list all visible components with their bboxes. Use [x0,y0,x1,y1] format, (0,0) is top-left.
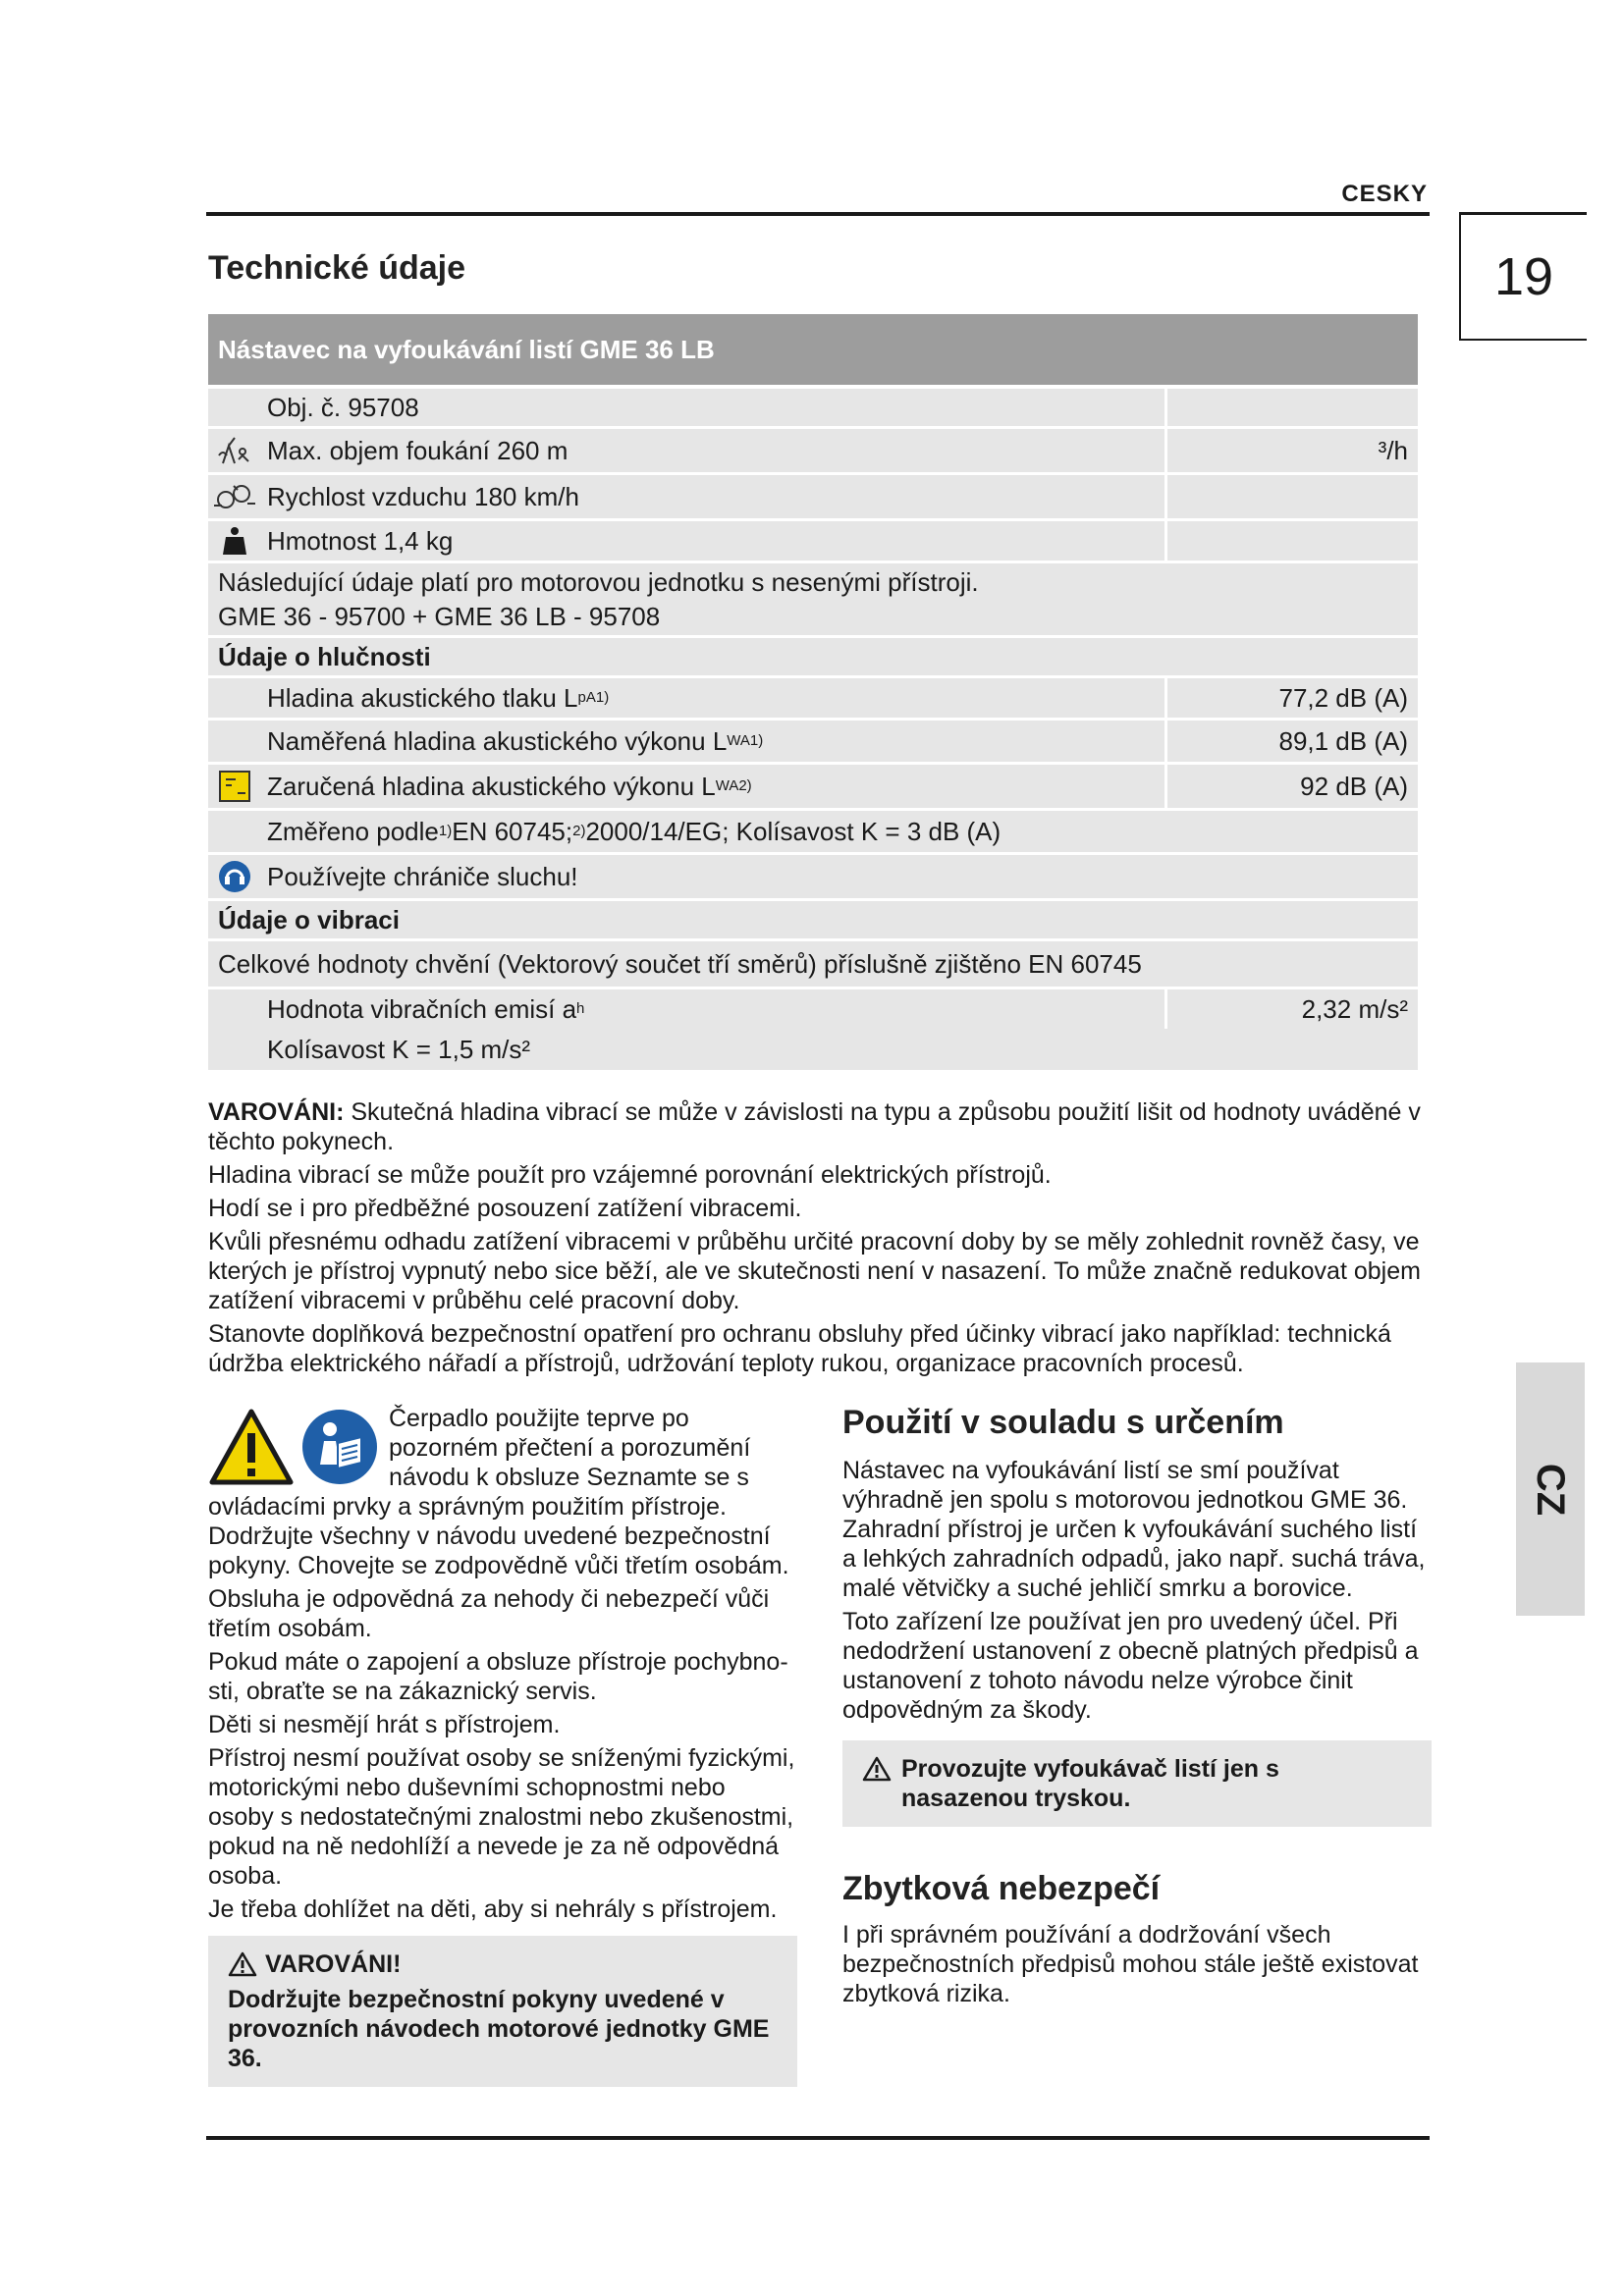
nozzle-note-text: Provozujte vyfoukávač listí jen s nasazenou tryskou. [901,1755,1279,1812]
table-row [208,989,1418,1029]
table-row [208,721,1418,762]
applies-note: Následující údaje platí pro motorovou jednotku s nesenými přístroji. [208,563,1418,601]
intended-use-title: Použití v souladu s určením [842,1404,1284,1441]
safety-column [208,1404,797,2087]
table-row [208,1029,1418,1070]
row-label: Zaručená hladina akustického výkonu L WA 2) [261,765,1167,808]
residual-risks-paragraph: I při správném používání a dodržování všech bezpečnostních předpisů mohou stále ještě existovat zbytková rizika. [842,1921,1419,2007]
hearing-protection-icon [208,855,261,898]
table-row [208,855,1418,898]
vibration-title: Údaje o vibraci [208,901,1418,938]
table-row [208,521,1418,561]
air-speed-icon [208,475,261,518]
blower-icon [208,429,261,472]
safety-paragraph: Děti si nesmějí hrát s přístrojem. [208,1711,561,1738]
residual-risks-title: Zbytková nebezpečí [842,1870,1161,1907]
hearing-protection-text: Používejte chrániče sluchu! [267,861,578,891]
vibration-k: Kolísavost K = 1,5 m/s² [267,1034,531,1064]
warning-paragraph: Hodí se i pro předběžné posouzení zatížení vibracemi. [208,1195,802,1222]
warning-icon [862,1756,892,1782]
warning-paragraph: Stanovte doplňková bezpečnostní opatření pro ochranu obsluhy před účinky vibrací jako například: technická údržba elektrického nářadí a přístrojů, udržování teploty rukou, organizace pracovních procesů. [208,1320,1391,1377]
row-label: Obj. č. 95708 [261,389,1167,426]
warning-box [208,1936,797,2087]
side-tab-label: CZ [1529,1463,1573,1516]
warning-paragraph: VAROVÁNI: Skutečná hladina vibrací se může v závislosti na typu a způsobu použití lišit od hodnoty uváděné v těchto pokynech. [208,1098,1421,1155]
top-rule [206,212,1430,216]
applies-models: GME 36 - 95700 + GME 36 LB - 95708 [208,598,1418,635]
table-row [208,429,1418,472]
read-manual-icon [300,1408,379,1486]
tech-title: Technické údaje [208,249,466,287]
table-row [208,475,1418,518]
warning-paragraph: Kvůli přesnému odhadu zatížení vibracemi v průběhu určité pracovní doby by se měly zohlednit rovněž časy, ve kterých je přístroj vypnutý nebo sice běží, ale ve skutečnosti není v nasazení. To může značně redukovat objem zatížení vibracemi v průběhu celé pracovní doby. [208,1228,1421,1314]
table-row [208,765,1418,808]
safety-paragraph: Pokud máte o zapojení a obsluze přístroje pochybnosti, obraťte se na zákaznický servis. [208,1648,788,1705]
row-value: 92 dB (A) [1300,771,1408,801]
noise-title: Údaje o hlučnosti [208,638,1418,675]
vibration-warning [208,1097,1430,1382]
warning-paragraph: Hladina vibrací se může použít pro vzájemné porovnání elektrických přístrojů. [208,1161,1052,1189]
safety-paragraph: Je třeba dohlížet na děti, aby si nehrály s přístrojem. [208,1896,778,1923]
row-value: 2,32 m/s² [1301,993,1408,1024]
tech-table-title: Nástavec na vyfoukávání listí GME 36 LB [208,314,1418,385]
weight-icon [208,521,261,561]
bottom-rule [206,2136,1430,2140]
guaranteed-noise-icon [208,765,261,808]
row-label: Hodnota vibračních emisí a h [261,989,1167,1029]
table-row [208,811,1418,852]
tech-table [208,314,1418,1073]
row-value: 77,2 dB (A) [1278,682,1408,713]
safety-paragraph: Přístroj nesmí používat osoby se sníženými fyzickými, motorickými nebo duševními schopnostmi nebo osoby s nedostatečnými znalostmi nebo zkušenostmi, pokud na ně nedohlíží a nevede je za ně odpovědná osoba. [208,1744,795,1890]
safety-paragraph: Čerpadlo použijte teprve po pozorném přečtení a porozumění návodu k obsluze Seznamte se s ovládacími prvky a správným použitím přístroje. Dodržujte všechny v návodu uvedené bezpečnostní pokyny. Chovejte se zodpovědně vůči třetím osobám. [208,1405,789,1579]
nozzle-note-box [842,1740,1432,1827]
row-label: Naměřená hladina akustického výkonu L WA 1) [261,721,1167,762]
page-number: 19 [1459,212,1587,341]
warning-icon [228,1951,257,1977]
intended-use-column [842,1404,1432,2012]
warning-triangle-icon [208,1408,295,1486]
measured-by: Změřeno podle 1) EN 60745; 2) 2000/14/EG; Kolísavost K = 3 dB (A) [267,816,1001,846]
warning-box-text: Dodržujte bezpečnostní pokyny uvedené v provozních návodech motorové jednotky GME 36. [228,1986,770,2072]
safety-paragraph: Obsluha je odpovědná za nehody či nebezpečí vůči třetím osobám. [208,1585,770,1642]
vibration-total: Celkové hodnoty chvění (Vektorový součet tří směrů) příslušně zjištěno EN 60745 [208,941,1418,987]
table-row [208,389,1418,426]
row-label: Rychlost vzduchu 180 km/h [261,475,1167,518]
row-value: 89,1 dB (A) [1278,725,1408,756]
row-value: ³/h [1378,435,1408,465]
table-row [208,678,1418,718]
safety-icons [208,1408,379,1486]
warning-box-title: VAROVÁNI! [265,1950,402,1978]
language-side-tab [1516,1362,1585,1616]
row-label: Hladina akustického tlaku L pA 1) [261,678,1167,718]
intended-use-paragraph: Nástavec na vyfoukávání listí se smí používat výhradně jen spolu s motorovou jednotkou GME 36. Zahradní přístroj je určen k vyfoukávání suchého listí a lehkých zahradních odpadů, jako např. suchá tráva, malé větvičky a suché jehličí smrku a borovice. [842,1457,1426,1602]
intended-use-paragraph: Toto zařízení lze používat jen pro uvedený účel. Při nedodržení ustanovení z obecně platných předpisů a ustanovení z tohoto návodu nelze výrobce činit odpovědným za škody. [842,1608,1419,1724]
row-label: Max. objem foukání 260 m [261,429,1167,472]
row-label: Hmotnost 1,4 kg [261,521,1167,561]
language-label: CESKY [1341,181,1428,207]
